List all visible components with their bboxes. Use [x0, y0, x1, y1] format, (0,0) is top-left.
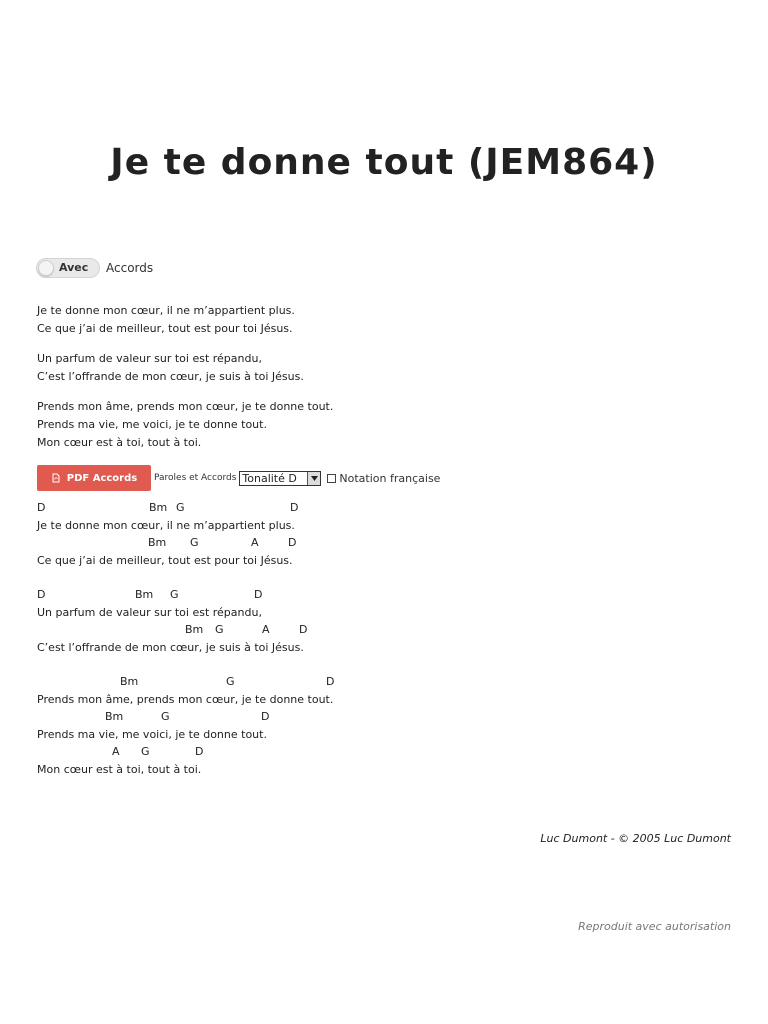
chord-lyric-line: Un parfum de valeur sur toi est répandu, — [37, 605, 262, 619]
lyric-line: C’est l’offrande de mon cœur, je suis à toi Jésus. — [37, 370, 304, 383]
chord: G — [170, 588, 179, 601]
chord-lyric-line: C’est l’offrande de mon cœur, je suis à toi Jésus. — [37, 640, 304, 654]
chord-toolbar — [37, 465, 440, 491]
chord: Bm — [185, 623, 204, 636]
chord: A — [262, 623, 270, 636]
lyrics-section — [37, 302, 737, 464]
chord-line — [37, 621, 737, 639]
chord-line — [37, 743, 737, 761]
lyrics-stanza — [37, 398, 737, 452]
chord-stanza — [37, 586, 737, 656]
chord: D — [326, 675, 335, 688]
chord-lyric-line: Ce que j’ai de meilleur, tout est pour toi Jésus. — [37, 553, 293, 567]
chords-toggle[interactable] — [36, 258, 100, 278]
chord: D — [254, 588, 263, 601]
page-title: Je te donne tout (JEM864) — [110, 142, 658, 183]
chord: Bm — [148, 536, 167, 549]
chord-line — [37, 708, 737, 726]
lyrics-stanza — [37, 350, 737, 386]
chord-stanza — [37, 673, 737, 778]
toggle-knob[interactable] — [38, 260, 54, 276]
chord: Bm — [105, 710, 124, 723]
lyric-line: Mon cœur est à toi, tout à toi. — [37, 436, 202, 449]
chord-lyric-line: Prends mon âme, prends mon cœur, je te donne tout. — [37, 692, 334, 706]
chord-line — [37, 499, 737, 517]
chord: Bm — [149, 501, 168, 514]
chord-line — [37, 534, 737, 552]
chord-stanza — [37, 499, 737, 569]
lyrics-stanza — [37, 302, 737, 338]
chord-lyric-line: Je te donne mon cœur, il ne m’appartient plus. — [37, 518, 295, 532]
lyric-line: Ce que j’ai de meilleur, tout est pour toi Jésus. — [37, 322, 293, 335]
chord: G — [141, 745, 150, 758]
caret-down-icon[interactable] — [307, 472, 320, 485]
chord: D — [299, 623, 308, 636]
chord: D — [37, 501, 46, 514]
chord: G — [226, 675, 235, 688]
pdf-accords-button[interactable] — [37, 465, 151, 491]
chord: G — [215, 623, 224, 636]
tonalite-value: Tonalité D — [242, 471, 297, 485]
chord: Bm — [120, 675, 139, 688]
chord: G — [190, 536, 199, 549]
chord: D — [288, 536, 297, 549]
chord: D — [290, 501, 299, 514]
lyric-line: Prends ma vie, me voici, je te donne tout. — [37, 418, 267, 431]
chord-sheet — [37, 499, 737, 795]
notation-francaise-checkbox[interactable] — [327, 474, 336, 483]
chord-line — [37, 586, 737, 604]
chord: A — [112, 745, 120, 758]
chord-line — [37, 673, 737, 691]
reproduction-notice: Reproduit avec autorisation — [578, 920, 731, 933]
tonalite-select[interactable] — [239, 471, 321, 486]
chord-lyric-line: Mon cœur est à toi, tout à toi. — [37, 762, 202, 776]
toggle-label: Accords — [106, 261, 154, 275]
lyric-line: Je te donne mon cœur, il ne m’appartient plus. — [37, 304, 295, 317]
credits: Luc Dumont - © 2005 Luc Dumont — [540, 832, 731, 845]
notation-francaise-label: Notation française — [339, 471, 441, 485]
chords-toggle-row — [36, 257, 153, 279]
chord: D — [37, 588, 46, 601]
pdf-button-label: PDF Accords — [66, 472, 138, 484]
lyric-line: Un parfum de valeur sur toi est répandu, — [37, 352, 262, 365]
chord: D — [195, 745, 204, 758]
pdf-file-icon — [51, 473, 61, 483]
chord: A — [251, 536, 259, 549]
chord: G — [161, 710, 170, 723]
paroles-et-accords-label: Paroles et Accords — [154, 473, 237, 483]
toggle-state-label: Avec — [59, 261, 89, 274]
chord: D — [261, 710, 270, 723]
chord: G — [176, 501, 185, 514]
lyric-line: Prends mon âme, prends mon cœur, je te donne tout. — [37, 400, 334, 413]
chord: Bm — [135, 588, 154, 601]
chord-lyric-line: Prends ma vie, me voici, je te donne tout. — [37, 727, 267, 741]
